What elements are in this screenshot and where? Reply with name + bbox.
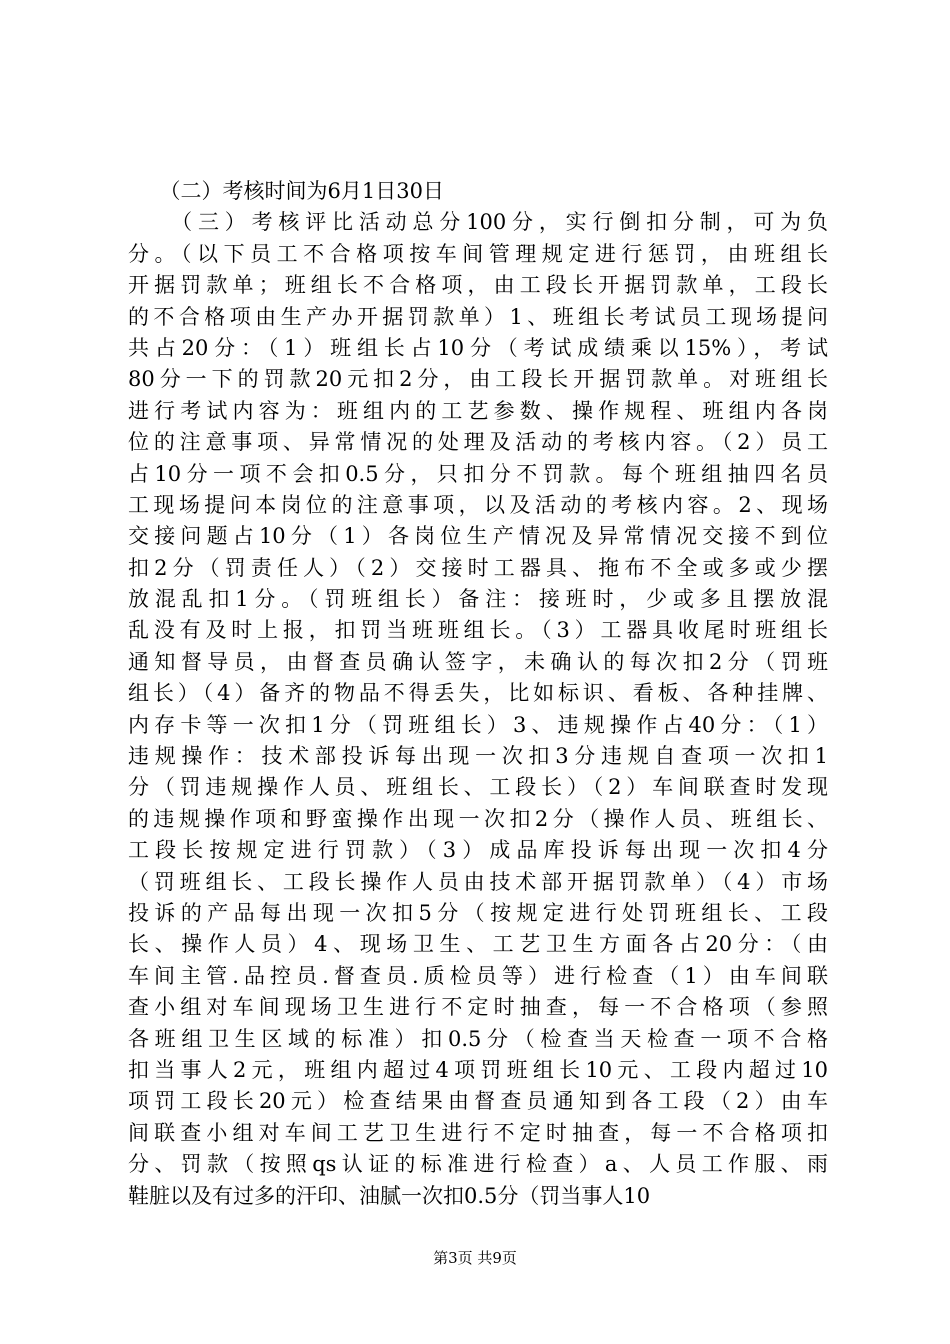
text-line: 鞋脏以及有过多的汗印、油腻一次扣0.5分（罚当事人10: [128, 1183, 651, 1208]
text-line: 投诉的产品每出现一次扣5分（按规定进行处罚班组长、工段: [128, 900, 828, 925]
text-line: （三）考核评比活动总分100分，实行倒扣分制，可为负: [128, 210, 828, 235]
text-line: 车间主管.品控员.督查员.质检员等）进行检查（1）由车间联: [128, 963, 828, 988]
text-line: 违规操作：技术部投诉每出现一次扣3分违规自查项一次扣1: [128, 744, 828, 769]
text-line: 分、罚款（按照qs认证的标准进行检查）a、人员工作服、雨: [128, 1152, 828, 1177]
text-line: 分。（以下员工不合格项按车间管理规定进行惩罚，由班组长: [128, 241, 828, 266]
text-line: 乱没有及时上报，扣罚当班班组长。（3）工器具收尾时班组长: [128, 618, 828, 643]
text-line: 工现场提问本岗位的注意事项，以及活动的考核内容。2、现场: [128, 492, 828, 517]
text-line: 进行考试内容为：班组内的工艺参数、操作规程、班组内各岗: [128, 398, 828, 423]
text-line: 组长）（4）备齐的物品不得丢失，比如标识、看板、各种挂牌、: [128, 681, 828, 706]
text-line: 间联查小组对车间工艺卫生进行不定时抽查，每一不合格项扣: [128, 1120, 828, 1145]
text-line: 的不合格项由生产办开据罚款单）1、班组长考试员工现场提问: [128, 304, 828, 329]
text-line: 内存卡等一次扣1分（罚班组长）3、违规操作占40分：（1）: [128, 712, 828, 737]
body-text: [128, 176, 828, 1212]
text-line: 项罚工段长20元）检查结果由督查员通知到各工段（2）由车: [128, 1089, 828, 1114]
text-line: 扣当事人2元，班组内超过4项罚班组长10元、工段内超过10: [128, 1057, 828, 1082]
text-line: 查小组对车间现场卫生进行不定时抽查，每一不合格项（参照: [128, 995, 828, 1020]
text-line: 通知督导员，由督查员确认签字，未确认的每次扣2分（罚班: [128, 649, 828, 674]
text-line: 交接问题占10分（1）各岗位生产情况及异常情况交接不到位: [128, 524, 828, 549]
text-line: 占10分一项不会扣0.5分，只扣分不罚款。每个班组抽四名员: [128, 461, 828, 486]
text-line: 工段长按规定进行罚款）（3）成品库投诉每出现一次扣4分: [128, 838, 828, 863]
text-line: 放混乱扣1分。（罚班组长）备注：接班时，少或多且摆放混: [128, 587, 828, 612]
text-line: 长、操作人员）4、现场卫生、工艺卫生方面各占20分：（由: [128, 932, 828, 957]
text-line: 分（罚违规操作人员、班组长、工段长）（2）车间联查时发现: [128, 775, 828, 800]
text-line: （罚班组长、工段长操作人员由技术部开据罚款单）（4）市场: [128, 869, 828, 894]
text-line: 共占20分：（1）班组长占10分（考试成绩乘以15%），考试: [128, 335, 828, 360]
text-line: 位的注意事项、异常情况的处理及活动的考核内容。（2）员工: [128, 430, 828, 455]
text-line: 扣2分（罚责任人）（2）交接时工器具、拖布不全或多或少摆: [128, 555, 828, 580]
text-line: 各班组卫生区域的标准）扣0.5分（检查当天检查一项不合格: [128, 1026, 828, 1051]
text-line: 80分一下的罚款20元扣2分，由工段长开据罚款单。对班组长: [128, 367, 828, 392]
text-line: 的违规操作项和野蛮操作出现一次扣2分（操作人员、班组长、: [128, 806, 828, 831]
text-line: 开据罚款单；班组长不合格项，由工段长开据罚款单，工段长: [128, 273, 828, 298]
page-footer: [0, 1248, 950, 1268]
text-line: （二）考核时间为6月1日30日: [128, 179, 444, 203]
page-number: 第3页 共9页: [433, 1249, 517, 1267]
